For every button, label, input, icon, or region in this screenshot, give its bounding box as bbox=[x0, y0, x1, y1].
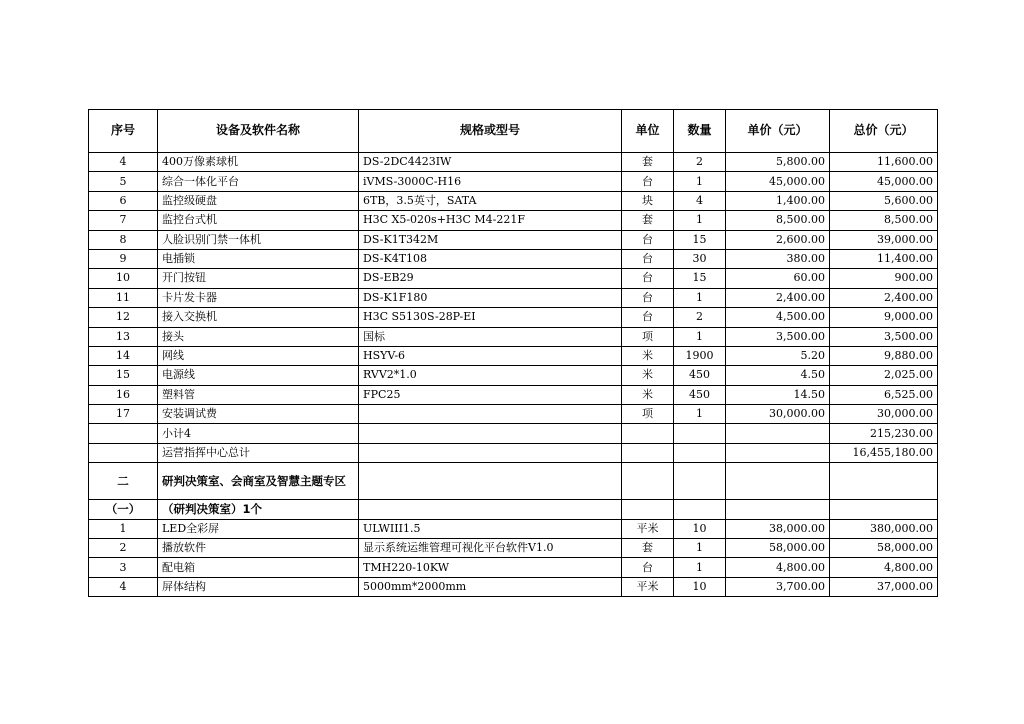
cell-name: 400万像素球机 bbox=[158, 153, 359, 172]
cell-spec bbox=[359, 500, 622, 519]
cell-unit: 平米 bbox=[622, 519, 674, 538]
cell-qty: 15 bbox=[674, 269, 726, 288]
cell-unit bbox=[622, 443, 674, 462]
cell-qty: 2 bbox=[674, 153, 726, 172]
cell-qty: 1 bbox=[674, 172, 726, 191]
cell-price: 38,000.00 bbox=[726, 519, 830, 538]
cell-spec: DS-K1T342M bbox=[359, 230, 622, 249]
equipment-price-table bbox=[88, 109, 938, 597]
cell-price: 380.00 bbox=[726, 249, 830, 268]
cell-total: 900.00 bbox=[830, 269, 938, 288]
cell-total bbox=[830, 500, 938, 519]
cell-spec bbox=[359, 463, 622, 500]
cell-name: 屏体结构 bbox=[158, 577, 359, 596]
cell-no bbox=[89, 424, 158, 443]
cell-spec: FPC25 bbox=[359, 385, 622, 404]
table-row bbox=[89, 153, 938, 172]
cell-name: 监控台式机 bbox=[158, 211, 359, 230]
cell-total: 5,600.00 bbox=[830, 191, 938, 210]
cell-spec: 国标 bbox=[359, 327, 622, 346]
cell-spec: HSYV-6 bbox=[359, 346, 622, 365]
cell-total: 9,000.00 bbox=[830, 308, 938, 327]
subsection-row bbox=[89, 500, 938, 519]
table-row bbox=[89, 308, 938, 327]
cell-price: 45,000.00 bbox=[726, 172, 830, 191]
cell-price: 5,800.00 bbox=[726, 153, 830, 172]
cell-total bbox=[830, 463, 938, 500]
cell-name: 电源线 bbox=[158, 366, 359, 385]
cell-qty: 10 bbox=[674, 577, 726, 596]
cell-price: 60.00 bbox=[726, 269, 830, 288]
header-name: 设备及软件名称 bbox=[158, 110, 359, 153]
cell-name: 人脸识别门禁一体机 bbox=[158, 230, 359, 249]
cell-qty: 4 bbox=[674, 191, 726, 210]
cell-total: 11,400.00 bbox=[830, 249, 938, 268]
cell-spec bbox=[359, 443, 622, 462]
cell-name: 安装调试费 bbox=[158, 405, 359, 424]
cell-no: 4 bbox=[89, 577, 158, 596]
cell-no: 13 bbox=[89, 327, 158, 346]
cell-qty bbox=[674, 463, 726, 500]
cell-no: 6 bbox=[89, 191, 158, 210]
cell-unit: 台 bbox=[622, 230, 674, 249]
cell-price: 14.50 bbox=[726, 385, 830, 404]
cell-spec: DS-EB29 bbox=[359, 269, 622, 288]
section-no: 二 bbox=[89, 463, 158, 500]
cell-price: 8,500.00 bbox=[726, 211, 830, 230]
cell-unit: 台 bbox=[622, 172, 674, 191]
cell-name: 开门按钮 bbox=[158, 269, 359, 288]
table-row bbox=[89, 577, 938, 596]
table-header-row bbox=[89, 110, 938, 153]
cell-qty bbox=[674, 424, 726, 443]
cell-total: 39,000.00 bbox=[830, 230, 938, 249]
cell-unit: 项 bbox=[622, 405, 674, 424]
cell-unit: 项 bbox=[622, 327, 674, 346]
grand-total-label: 运营指挥中心总计 bbox=[158, 443, 359, 462]
cell-price: 3,500.00 bbox=[726, 327, 830, 346]
cell-price: 58,000.00 bbox=[726, 539, 830, 558]
cell-spec: DS-2DC4423IW bbox=[359, 153, 622, 172]
cell-total: 45,000.00 bbox=[830, 172, 938, 191]
cell-total: 9,880.00 bbox=[830, 346, 938, 365]
cell-name: 接入交换机 bbox=[158, 308, 359, 327]
cell-price: 1,400.00 bbox=[726, 191, 830, 210]
cell-total: 6,525.00 bbox=[830, 385, 938, 404]
cell-unit bbox=[622, 500, 674, 519]
cell-unit: 块 bbox=[622, 191, 674, 210]
table-row bbox=[89, 366, 938, 385]
grand-total-value: 16,455,180.00 bbox=[830, 443, 938, 462]
cell-total: 37,000.00 bbox=[830, 577, 938, 596]
cell-qty bbox=[674, 443, 726, 462]
table-row bbox=[89, 191, 938, 210]
cell-total: 30,000.00 bbox=[830, 405, 938, 424]
cell-total: 380,000.00 bbox=[830, 519, 938, 538]
cell-total: 2,400.00 bbox=[830, 288, 938, 307]
cell-total: 8,500.00 bbox=[830, 211, 938, 230]
cell-no: 10 bbox=[89, 269, 158, 288]
header-qty: 数量 bbox=[674, 110, 726, 153]
cell-price: 4,500.00 bbox=[726, 308, 830, 327]
cell-unit: 台 bbox=[622, 288, 674, 307]
cell-price: 4,800.00 bbox=[726, 558, 830, 577]
cell-price: 2,600.00 bbox=[726, 230, 830, 249]
cell-no: 2 bbox=[89, 539, 158, 558]
cell-qty: 1 bbox=[674, 288, 726, 307]
cell-no: 1 bbox=[89, 519, 158, 538]
cell-qty: 1 bbox=[674, 211, 726, 230]
cell-spec: iVMS-3000C-H16 bbox=[359, 172, 622, 191]
cell-no: 8 bbox=[89, 230, 158, 249]
cell-spec bbox=[359, 405, 622, 424]
cell-qty: 1 bbox=[674, 539, 726, 558]
section-title: 研判决策室、会商室及智慧主题专区 bbox=[158, 463, 359, 500]
subtotal-value: 215,230.00 bbox=[830, 424, 938, 443]
cell-name: 塑料管 bbox=[158, 385, 359, 404]
subsection-no: （一） bbox=[89, 500, 158, 519]
cell-no: 7 bbox=[89, 211, 158, 230]
cell-name: 配电箱 bbox=[158, 558, 359, 577]
cell-name: 网线 bbox=[158, 346, 359, 365]
cell-no: 4 bbox=[89, 153, 158, 172]
cell-qty: 30 bbox=[674, 249, 726, 268]
cell-price bbox=[726, 463, 830, 500]
cell-no: 12 bbox=[89, 308, 158, 327]
cell-spec: 5000mm*2000mm bbox=[359, 577, 622, 596]
table-row bbox=[89, 249, 938, 268]
table-row bbox=[89, 558, 938, 577]
cell-total: 2,025.00 bbox=[830, 366, 938, 385]
cell-qty bbox=[674, 500, 726, 519]
header-no: 序号 bbox=[89, 110, 158, 153]
cell-total: 3,500.00 bbox=[830, 327, 938, 346]
cell-unit: 台 bbox=[622, 308, 674, 327]
cell-total: 11,600.00 bbox=[830, 153, 938, 172]
table-row bbox=[89, 327, 938, 346]
cell-qty: 10 bbox=[674, 519, 726, 538]
cell-total: 4,800.00 bbox=[830, 558, 938, 577]
cell-no: 9 bbox=[89, 249, 158, 268]
table-row bbox=[89, 519, 938, 538]
cell-unit: 平米 bbox=[622, 577, 674, 596]
table-row bbox=[89, 346, 938, 365]
cell-price: 5.20 bbox=[726, 346, 830, 365]
subtotal-label: 小计4 bbox=[158, 424, 359, 443]
cell-unit bbox=[622, 424, 674, 443]
header-spec: 规格或型号 bbox=[359, 110, 622, 153]
cell-unit: 米 bbox=[622, 385, 674, 404]
table-row bbox=[89, 172, 938, 191]
cell-qty: 2 bbox=[674, 308, 726, 327]
table-row bbox=[89, 211, 938, 230]
cell-spec: ULWIII1.5 bbox=[359, 519, 622, 538]
cell-spec: TMH220-10KW bbox=[359, 558, 622, 577]
cell-price: 4.50 bbox=[726, 366, 830, 385]
cell-price: 30,000.00 bbox=[726, 405, 830, 424]
cell-unit: 台 bbox=[622, 269, 674, 288]
cell-no: 5 bbox=[89, 172, 158, 191]
cell-no: 17 bbox=[89, 405, 158, 424]
cell-spec: H3C X5-020s+H3C M4-221F bbox=[359, 211, 622, 230]
subtotal-row bbox=[89, 424, 938, 443]
table-row bbox=[89, 288, 938, 307]
cell-no bbox=[89, 443, 158, 462]
cell-qty: 1 bbox=[674, 327, 726, 346]
cell-price bbox=[726, 443, 830, 462]
table-row bbox=[89, 269, 938, 288]
cell-spec: 显示系统运维管理可视化平台软件V1.0 bbox=[359, 539, 622, 558]
cell-unit: 台 bbox=[622, 249, 674, 268]
cell-no: 16 bbox=[89, 385, 158, 404]
cell-unit bbox=[622, 463, 674, 500]
cell-unit: 套 bbox=[622, 211, 674, 230]
cell-name: 接头 bbox=[158, 327, 359, 346]
cell-spec: 6TB，3.5英寸，SATA bbox=[359, 191, 622, 210]
cell-unit: 套 bbox=[622, 539, 674, 558]
cell-spec: DS-K1F180 bbox=[359, 288, 622, 307]
subsection-title: （研判决策室）1个 bbox=[158, 500, 359, 519]
cell-qty: 1900 bbox=[674, 346, 726, 365]
cell-qty: 450 bbox=[674, 366, 726, 385]
cell-name: 播放软件 bbox=[158, 539, 359, 558]
cell-spec: RVV2*1.0 bbox=[359, 366, 622, 385]
cell-price: 3,700.00 bbox=[726, 577, 830, 596]
cell-spec bbox=[359, 424, 622, 443]
cell-no: 3 bbox=[89, 558, 158, 577]
header-price: 单价（元） bbox=[726, 110, 830, 153]
cell-no: 14 bbox=[89, 346, 158, 365]
cell-unit: 米 bbox=[622, 366, 674, 385]
cell-name: 综合一体化平台 bbox=[158, 172, 359, 191]
cell-no: 11 bbox=[89, 288, 158, 307]
cell-qty: 15 bbox=[674, 230, 726, 249]
cell-qty: 1 bbox=[674, 558, 726, 577]
cell-price: 2,400.00 bbox=[726, 288, 830, 307]
cell-price bbox=[726, 424, 830, 443]
header-total: 总价（元） bbox=[830, 110, 938, 153]
table-row bbox=[89, 539, 938, 558]
table-row bbox=[89, 230, 938, 249]
grand-total-row bbox=[89, 443, 938, 462]
cell-unit: 台 bbox=[622, 558, 674, 577]
cell-name: 监控级硬盘 bbox=[158, 191, 359, 210]
cell-unit: 米 bbox=[622, 346, 674, 365]
cell-name: 卡片发卡器 bbox=[158, 288, 359, 307]
cell-name: 电插锁 bbox=[158, 249, 359, 268]
cell-spec: DS-K4T108 bbox=[359, 249, 622, 268]
cell-qty: 1 bbox=[674, 405, 726, 424]
cell-total: 58,000.00 bbox=[830, 539, 938, 558]
cell-spec: H3C S5130S-28P-EI bbox=[359, 308, 622, 327]
header-unit: 单位 bbox=[622, 110, 674, 153]
table-row bbox=[89, 405, 938, 424]
table-row bbox=[89, 385, 938, 404]
cell-unit: 套 bbox=[622, 153, 674, 172]
section-row bbox=[89, 463, 938, 500]
cell-qty: 450 bbox=[674, 385, 726, 404]
cell-no: 15 bbox=[89, 366, 158, 385]
cell-price bbox=[726, 500, 830, 519]
cell-name: LED全彩屏 bbox=[158, 519, 359, 538]
